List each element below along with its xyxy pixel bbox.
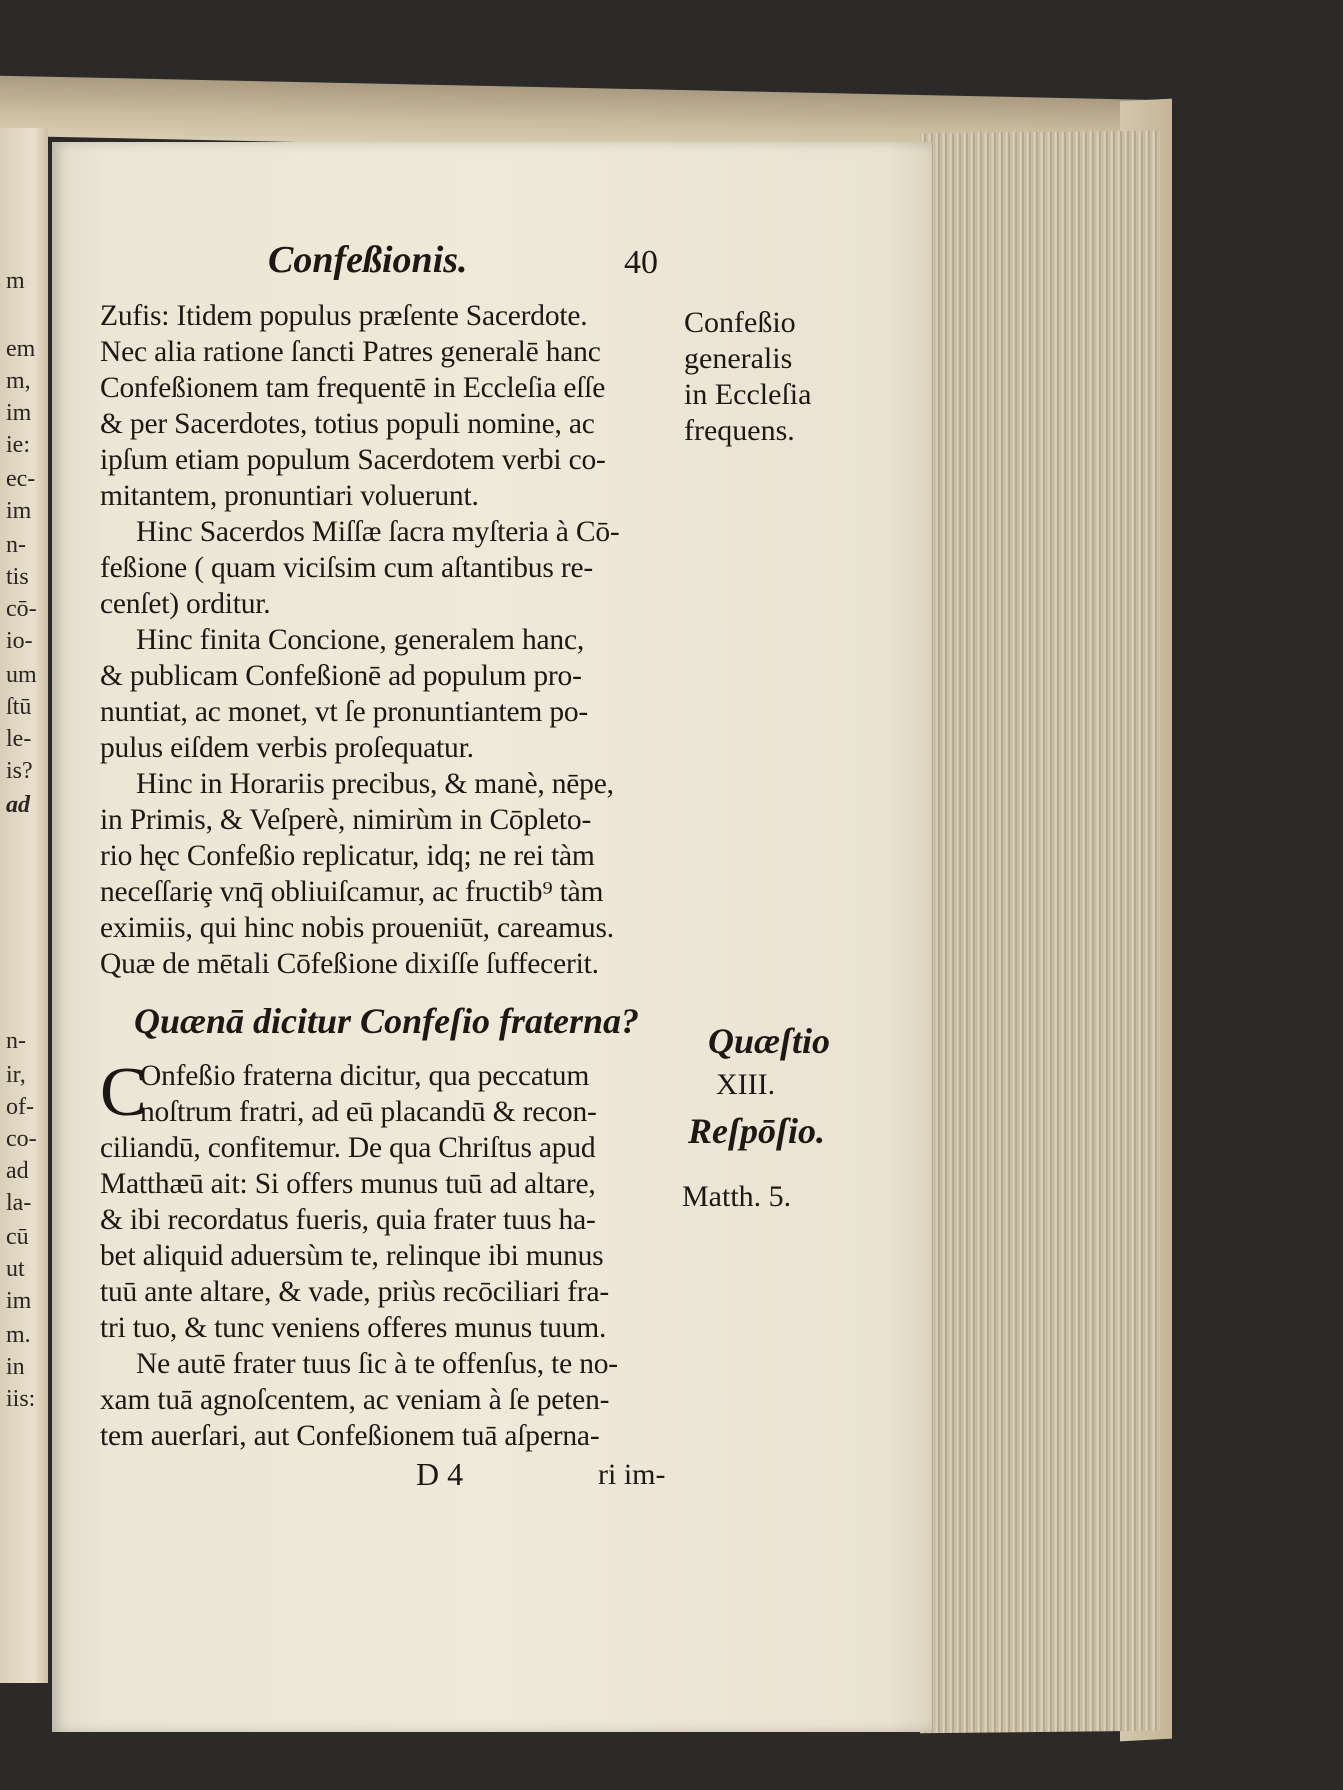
text-line: Matthæū ait: Si offers munus tuū ad altare, xyxy=(100,1168,596,1200)
catchword: ri im- xyxy=(598,1458,666,1491)
left-fragment: ad xyxy=(6,792,30,818)
text-line: Onfeßio fraterna dicitur, qua peccatum xyxy=(140,1060,590,1092)
text-line: cenſet) orditur. xyxy=(100,588,271,620)
text-line: tem auerſari, aut Confeßionem tuā aſperna- xyxy=(100,1420,600,1452)
text-line: Hinc Sacerdos Miſſæ ſacra myſteria à Cō- xyxy=(136,516,620,548)
text-line: ciliandū, confitemur. De qua Chriſtus apud xyxy=(100,1132,596,1164)
left-fragment: tis xyxy=(6,564,29,590)
left-fragment: io- xyxy=(6,628,33,654)
page-number: 40 xyxy=(624,244,658,281)
left-fragment: le- xyxy=(6,726,32,752)
text-line: xam tuā agnoſcentem, ac veniam à ſe peten- xyxy=(100,1384,610,1416)
left-fragment: of- xyxy=(6,1094,34,1120)
text-line: in Primis, & Veſperè, nimirùm in Cōpleto- xyxy=(100,804,592,836)
text-line: & ibi recordatus fueris, quia frater tuus ha- xyxy=(100,1204,596,1236)
text-line: rio hęc Confeßio replicatur, idq; ne rei tàm xyxy=(100,840,595,872)
signature-mark: D 4 xyxy=(416,1456,464,1492)
marginal-note: in Eccleſia xyxy=(684,378,812,411)
text-line: Hinc in Horariis precibus, & manè, nēpe, xyxy=(136,768,614,800)
left-fragment: ut xyxy=(6,1256,25,1282)
left-fragment: ſtū xyxy=(6,694,32,720)
text-line: tri tuo, & tunc veniens offeres munus tuum. xyxy=(100,1312,607,1344)
left-fragment: n- xyxy=(6,532,26,558)
left-fragment: ir, xyxy=(6,1062,26,1088)
left-fragment: co- xyxy=(6,1126,37,1152)
page-fore-edge xyxy=(920,131,1160,1734)
text-line: & per Sacerdotes, totius populi nomine, ac xyxy=(100,408,595,440)
left-fragment: im xyxy=(6,1288,32,1314)
marginal-number: XIII. xyxy=(716,1068,776,1101)
marginal-note: frequens. xyxy=(684,414,795,447)
text-line: Ne autē frater tuus ſic à te offenſus, te no- xyxy=(136,1348,618,1380)
left-fragment: ie: xyxy=(6,432,30,458)
left-fragment: cō- xyxy=(6,596,37,622)
left-fragment: im xyxy=(6,400,32,426)
text-line: Hinc finita Concione, generalem hanc, xyxy=(136,624,585,656)
text-line: mitantem, pronuntiari voluerunt. xyxy=(100,480,479,512)
left-page-edge xyxy=(0,128,48,1683)
left-fragment: iis: xyxy=(6,1386,36,1412)
left-fragment: m xyxy=(6,268,25,294)
left-fragment: ad xyxy=(6,1158,29,1184)
left-fragment: is? xyxy=(6,758,33,784)
left-fragment: ec- xyxy=(6,466,36,492)
text-line: & publicam Confeßionē ad populum pro- xyxy=(100,660,582,692)
text-line: neceſſariȩ vnq̄ obliuiſcamur, ac fructib⁹ tàm xyxy=(100,876,604,908)
running-head-title: Confeßionis. xyxy=(268,239,468,281)
text-line: pulus eiſdem verbis proſequatur. xyxy=(100,732,474,764)
text-line: nuntiat, ac monet, vt ſe pronuntiantem po- xyxy=(100,696,589,728)
left-fragment: n- xyxy=(6,1028,26,1054)
left-fragment: cū xyxy=(6,1224,29,1250)
text-line: Zufis: Itidem populus præſente Sacerdote. xyxy=(100,300,588,332)
left-fragment: in xyxy=(6,1354,25,1380)
marginal-responsio: Reſpōſio. xyxy=(688,1111,825,1151)
text-line: Nec alia ratione ſancti Patres generalē hanc xyxy=(100,336,601,368)
left-fragment: em xyxy=(6,336,36,362)
left-fragment: im xyxy=(6,498,32,524)
text-line: noſtrum fratri, ad eū placandū & recon- xyxy=(140,1096,597,1128)
text-line: Confeßionem tam frequentē in Eccleſia eſſe xyxy=(100,372,606,404)
text-line: bet aliquid aduersùm te, relinque ibi munus xyxy=(100,1240,604,1272)
question-heading: Quænā dicitur Confeſio fraterna? xyxy=(134,1001,640,1041)
text-line: Quæ de mētali Cōfeßione dixiſſe ſuffecerit. xyxy=(100,948,599,980)
left-fragment: m, xyxy=(6,368,31,394)
text-line: feßione ( quam viciſsim cum aſtantibus re- xyxy=(100,552,593,584)
left-fragment: um xyxy=(6,662,37,688)
text-line: ipſum etiam populum Sacerdotem verbi co- xyxy=(100,444,606,476)
left-fragment: la- xyxy=(6,1190,32,1216)
marginal-note: Confeßio xyxy=(684,306,796,339)
left-fragment: m. xyxy=(6,1322,31,1348)
marginal-note: generalis xyxy=(684,342,793,375)
drop-capital: C xyxy=(100,1054,147,1131)
text-line: eximiis, qui hinc nobis proueniūt, careamus. xyxy=(100,912,614,944)
marginal-reference: Matth. 5. xyxy=(682,1180,792,1213)
text-line: tuū ante altare, & vade, priùs recōciliari fra- xyxy=(100,1276,610,1308)
marginal-quaestio: Quæſtio xyxy=(708,1021,831,1061)
